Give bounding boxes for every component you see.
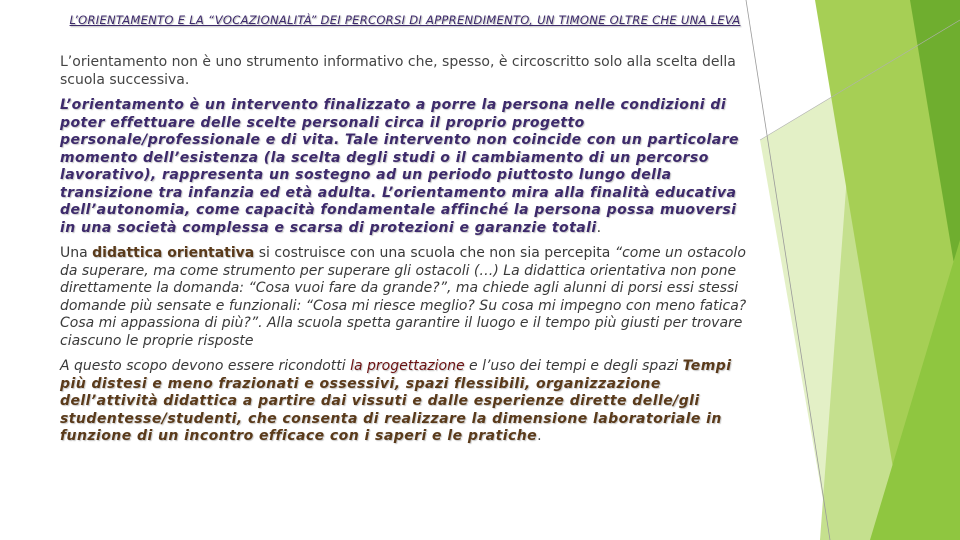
paragraph-orientamento-intervento — [60, 97, 750, 237]
paragraph-progettazione-middle: e l’uso dei tempi e degli spazi — [464, 358, 683, 374]
slide-body — [60, 54, 750, 454]
didattica-orientativa-highlight: didattica orientativa — [92, 245, 255, 261]
paragraph-didattica-lead: Una — [60, 245, 93, 261]
paragraph-progettazione-lead: A questo scopo devono essere ricondotti — [60, 358, 351, 374]
paragraph-progettazione — [60, 358, 750, 446]
paragraph-orientamento-intervento-text: L’orientamento è un intervento finalizzato a porre la persona nelle condizioni di poter effettuare delle scelte personali circa il proprio progetto personale/professionale e di vita. Tale intervento non coincide con un particolare momento dell’esistenza (la scelta degli studi o il cambiamento di un percorso lavorativo), rappresenta un sostegno ad un periodo piuttosto lungo della transizione tra infanzia ed età adulta. L’orientamento mira alla finalità educativa dell’autonomia, come capacità fondamentale affinché la persona possa muoversi in una società complessa e scarsa di protezioni e garanzie totali — [60, 97, 739, 236]
paragraph-orientamento-definition: L’orientamento non è uno strumento informativo che, spesso, è circoscritto solo alla scelta della scuola successiva. — [60, 54, 736, 88]
paragraph-orientamento-intervento-end: . — [596, 219, 602, 236]
slide-title: L’ORIENTAMENTO E LA “VOCAZIONALITÀ” DEI PERCORSI DI APPRENDIMENTO, UN TIMONE OLTRE CHE UNA LEVA — [69, 13, 741, 27]
paragraph-didattica-quote: “come un ostacolo da superare, ma come strumento per superare gli ostacoli (…) La didattica orientativa non pone direttamente la domanda: “Cosa vuoi fare da grande?”, ma chiede agli alunni di porsi essi stessi domande più sensate e funzionali: “Cosa mi riesce meglio? Su cosa mi impegno con meno fatica? Cosa mi appassiona di più?”. Alla scuola spetta garantire il luogo e il tempo più giusti per trovare ciascuno le proprie risposte — [60, 245, 747, 349]
progettazione-highlight: la progettazione — [350, 358, 465, 374]
paragraph-progettazione-emphasis: Tempi più distesi e meno frazionati e ossessivi, spazi flessibili, organizzazione dell’attività didattica a partire dai vissuti e dalle esperienze dirette delle/gli studentesse/studenti, che consenta di realizzare la dimensione laboratoriale in funzione di un incontro efficace con i saperi e le pratiche — [60, 358, 732, 444]
paragraph-progettazione-end: . — [537, 428, 542, 444]
paragraph-didattica-orientativa — [60, 245, 750, 350]
paragraph-didattica-middle: si costruisce con una scuola che non sia percepita — [254, 245, 615, 261]
